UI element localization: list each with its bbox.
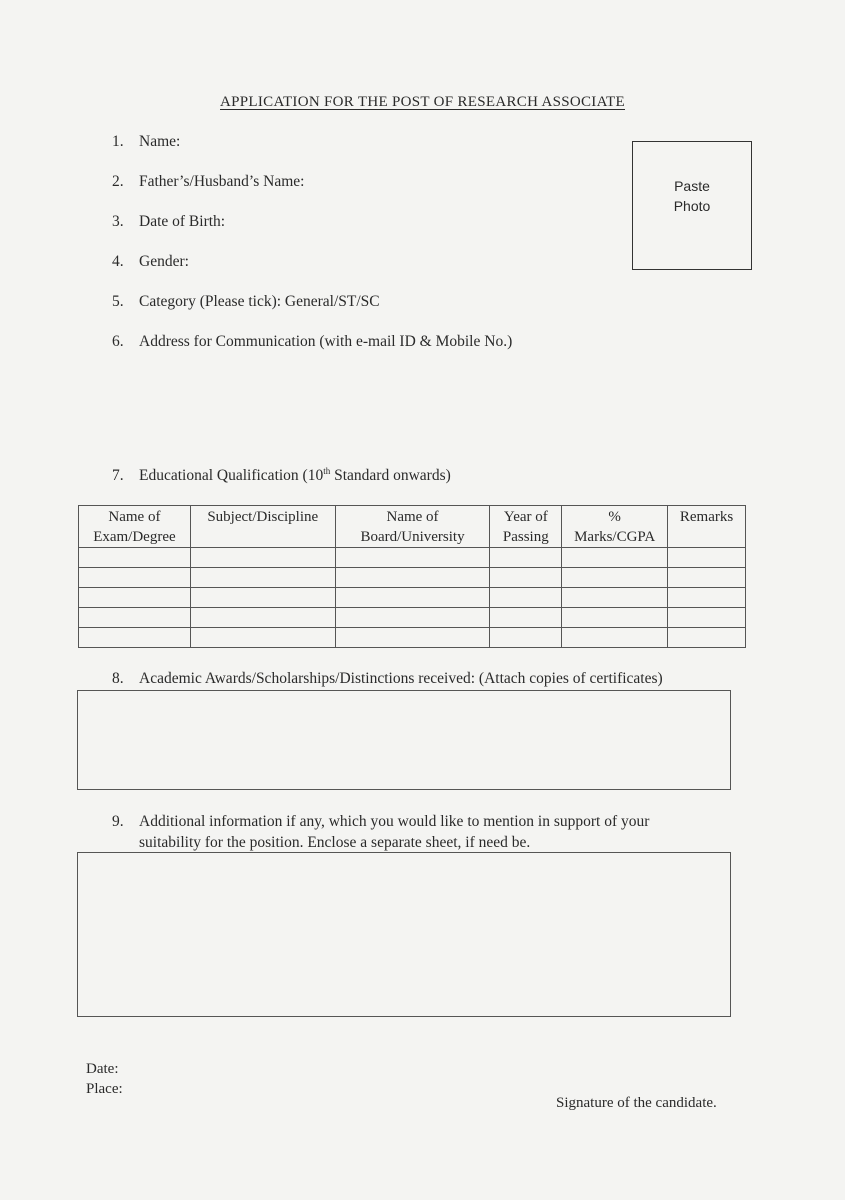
additional-info-line2: suitability for the position. Enclose a separate sheet, if need be. — [139, 834, 531, 851]
item-number: 5. — [112, 293, 124, 310]
paste-photo-box — [632, 141, 752, 270]
table-row[interactable] — [79, 568, 746, 588]
field-label: Gender: — [139, 253, 189, 270]
table-row[interactable] — [79, 628, 746, 648]
table-header-row — [79, 506, 746, 548]
field-label: Category (Please tick): General/ST/SC — [139, 293, 380, 310]
item-number: 8. — [112, 670, 124, 687]
item-number: 2. — [112, 173, 124, 190]
awards-label: Academic Awards/Scholarships/Distinctions received: (Attach copies of certificates) — [139, 670, 663, 687]
field-label: Address for Communication (with e-mail ID & Mobile No.) — [139, 333, 513, 350]
edu-label-after: Standard onwards) — [330, 467, 451, 485]
item-number: 1. — [112, 133, 124, 150]
table-row[interactable] — [79, 608, 746, 628]
additional-info-entry-box[interactable] — [77, 852, 731, 1017]
education-table — [78, 505, 746, 648]
place-label: Place: — [86, 1081, 123, 1097]
item-number: 7. — [112, 467, 124, 485]
awards-heading — [112, 670, 663, 688]
field-label: Name: — [139, 133, 181, 150]
col-header-remarks: Remarks — [668, 506, 746, 548]
photo-box-line1: Paste — [674, 178, 710, 194]
item-number: 6. — [112, 333, 124, 350]
table-row[interactable] — [79, 588, 746, 608]
educational-qualification-heading — [112, 466, 451, 485]
additional-info-line1: Additional information if any, which you would like to mention in support of your — [139, 813, 650, 830]
field-label: Father’s/Husband’s Name: — [139, 173, 305, 190]
signature-label: Signature of the candidate. — [556, 1095, 717, 1111]
edu-label-before: Educational Qualification (10 — [139, 467, 324, 485]
col-header-year: Year of Passing — [490, 506, 562, 548]
item-number: 9. — [112, 813, 124, 830]
field-category[interactable] — [112, 293, 380, 311]
additional-info-heading — [112, 813, 649, 831]
col-header-subject: Subject/Discipline — [190, 506, 335, 548]
col-header-marks: % Marks/CGPA — [562, 506, 668, 548]
field-date-of-birth[interactable] — [112, 213, 225, 231]
col-header-board: Name of Board/University — [335, 506, 490, 548]
edu-label-sup: th — [323, 466, 331, 476]
field-name[interactable] — [112, 133, 180, 151]
field-address[interactable] — [112, 333, 512, 351]
photo-box-line2: Photo — [673, 198, 711, 214]
form-title: APPLICATION FOR THE POST OF RESEARCH ASSOCIATE — [220, 94, 625, 110]
field-label: Date of Birth: — [139, 213, 226, 230]
field-father-husband-name[interactable] — [112, 173, 304, 191]
table-row[interactable] — [79, 548, 746, 568]
item-number: 4. — [112, 253, 124, 270]
col-header-exam: Name of Exam/Degree — [79, 506, 191, 548]
item-number: 3. — [112, 213, 124, 230]
date-label: Date: — [86, 1061, 119, 1077]
field-gender[interactable] — [112, 253, 189, 271]
awards-entry-box[interactable] — [77, 690, 731, 790]
